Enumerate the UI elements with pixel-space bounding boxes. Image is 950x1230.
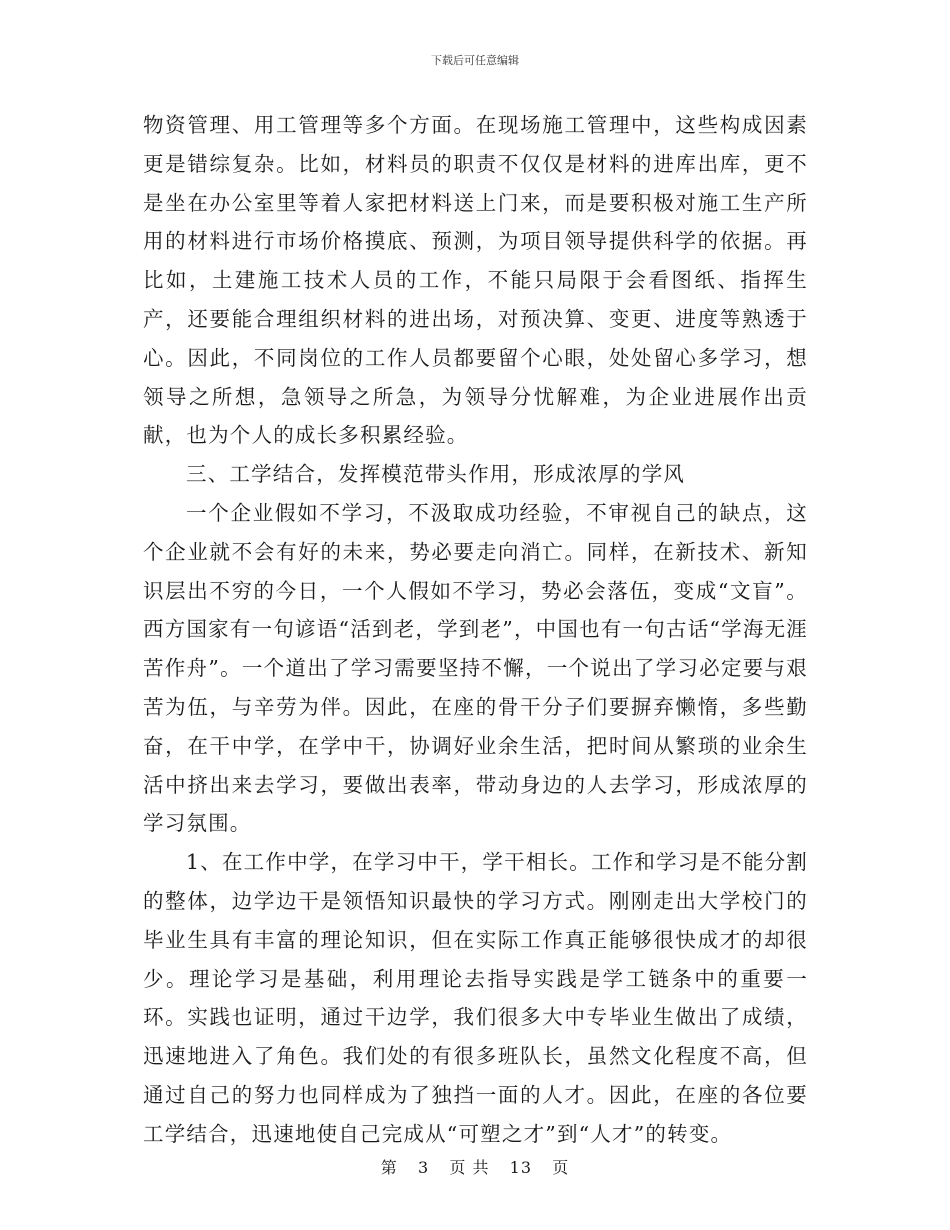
page-header: 下载后可任意编辑 — [431, 54, 519, 67]
paragraph-3: 1、在工作中学，在学习中干，学干相长。工作和学习是不能分割的整体，边学边干是领悟知识最快的学习方式。刚刚走出大学校门的毕业生具有丰富的理论知识，但在实际工作真正能够很快成才的却很少。理论学习是基础，利用理论去指导实践是学工链条中的重要一环。实践也证明，通过干边学，我们很多大中专毕业生做出了成绩，迅速地进入了角色。我们处的有很多班队长，虽然文化程度不高，但通过自己的努力也同样成为了独挡一面的人才。因此，在座的各位要工学结合，迅速地使自己完成从“可塑之才”到“人才”的转变。 — [143, 850, 808, 1146]
paragraph-2: 一个企业假如不学习，不汲取成功经验，不审视自己的缺点，这个企业就不会有好的未来，势必要走向消亡。同样，在新技术、新知识层出不穷的今日，一个人假如不学习，势必会落伍，变成“文盲”。西方国家有一句谚语“活到老，学到老”，中国也有一句古话“学海无涯苦作舟”。一个道出了学习需要坚持不懈，一个说出了学习必定要与艰苦为伍，与辛劳为伴。因此，在座的骨干分子们要摒弃懒惰，多些勤奋，在干中学，在学中干，协调好业余生活，把时间从繁琐的业余生活中挤出来去学习，要做出表率，带动身边的人去学习，形成浓厚的学习氛围。 — [143, 500, 808, 836]
footer-middle: 页 共 — [449, 1158, 490, 1177]
footer-suffix: 页 — [552, 1158, 570, 1177]
paragraph-1: 物资管理、用工管理等多个方面。在现场施工管理中，这些构成因素更是错综复杂。比如，材料员的职责不仅仅是材料的进库出库，更不是坐在办公室里等着人家把材料送上门来，而是要积极对施工生产所用的材料进行市场价格摸底、预测，为项目领导提供科学的依据。再比如，土建施工技术人员的工作，不能只局限于会看图纸、指挥生产，还要能合理组织材料的进出场，对预决算、变更、进度等熟透于心。因此，不同岗位的工作人员都要留个心眼，处处留心多学习，想领导之所想，急领导之所急，为领导分忧解难，为企业进展作出贡献，也为个人的成长多积累经验。 — [143, 113, 808, 448]
footer-page-number: 3 — [417, 1158, 430, 1177]
page-footer — [0, 1155, 950, 1178]
footer-total-pages: 13 — [509, 1158, 532, 1177]
document-body — [143, 106, 808, 1154]
section-heading-3: 三、工学结合，发挥模范带头作用，形成浓厚的学风 — [186, 462, 686, 487]
footer-prefix: 第 — [380, 1158, 398, 1177]
